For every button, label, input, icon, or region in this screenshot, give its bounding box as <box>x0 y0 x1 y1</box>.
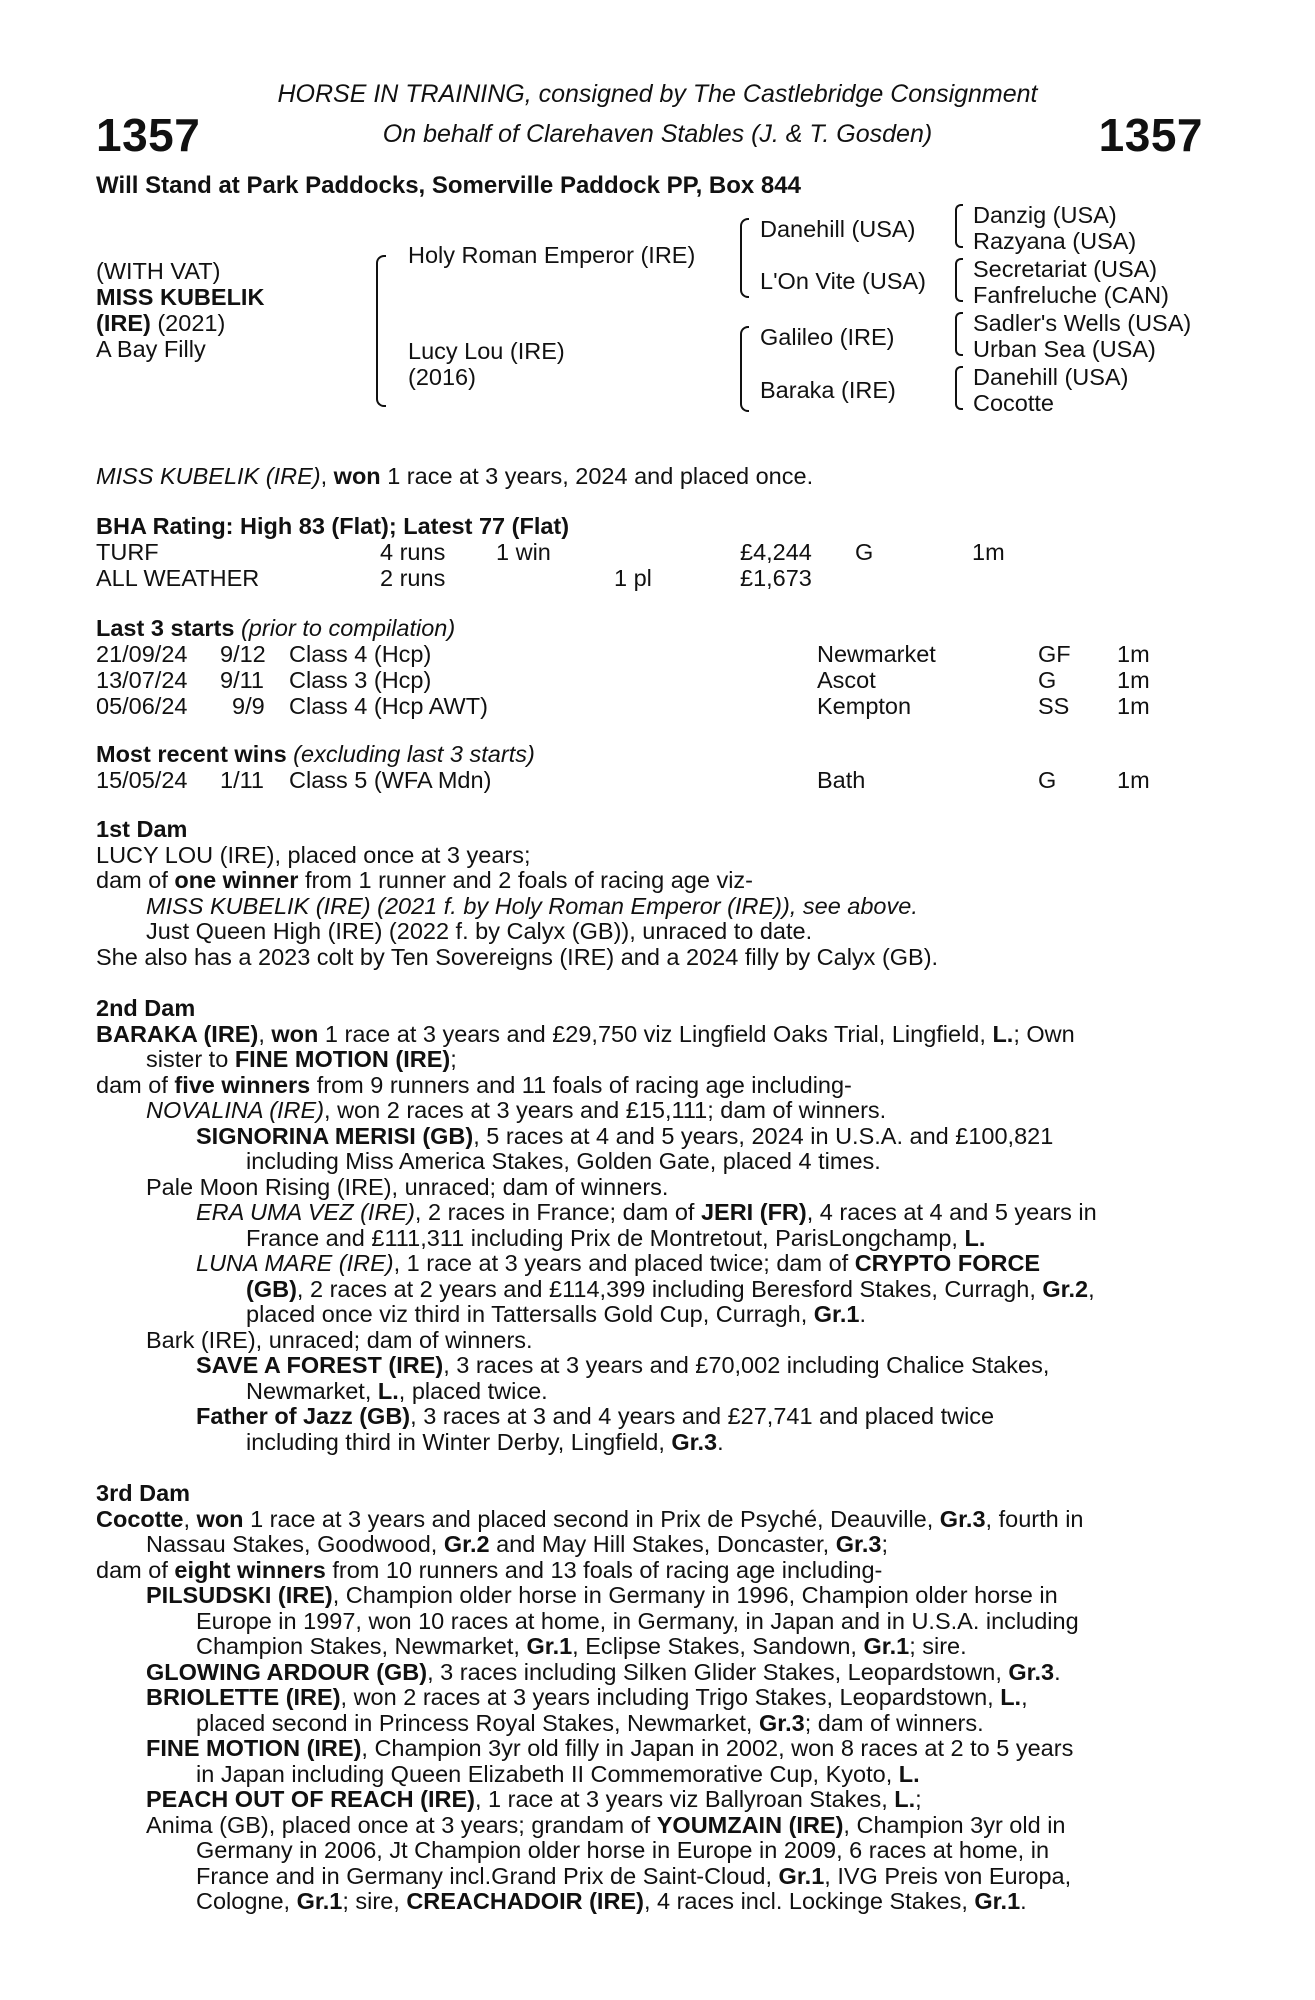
third-dam-line <box>96 1634 1202 1660</box>
t: SIGNORINA MERISI (GB) <box>196 1122 474 1149</box>
start-going: GF <box>1038 641 1071 667</box>
t: including third in Winter Derby, Lingfield, <box>246 1428 672 1455</box>
third-dam-line <box>96 1762 1202 1788</box>
t: sister to <box>146 1046 235 1072</box>
t: , 3 races at 3 years and £70,002 including Chalice Stakes, <box>443 1352 1050 1378</box>
second-dam-section <box>96 996 1202 1455</box>
t: BARAKA (IRE) <box>96 1020 259 1047</box>
t: from 1 runner and 2 foals of racing age viz- <box>298 867 753 893</box>
third-dam-line <box>96 1889 1202 1915</box>
start-date: 13/07/24 <box>96 667 188 693</box>
t: , 1 race at 3 years and placed twice; dam of <box>393 1250 855 1276</box>
ss-dam: Razyana (USA) <box>973 228 1137 254</box>
t: Gr.2 <box>1042 1275 1089 1302</box>
rating-surface: ALL WEATHER <box>96 565 260 591</box>
t: L. <box>1000 1684 1022 1710</box>
start-class: Class 4 (Hcp) <box>289 641 432 667</box>
dam-brace <box>740 326 749 412</box>
third-dam-line <box>96 1558 1202 1584</box>
horse-name-country-year <box>96 310 225 336</box>
ds-brace <box>955 312 963 356</box>
win-going: G <box>1038 767 1057 793</box>
horse-name: MISS KUBELIK <box>96 284 265 310</box>
lot-number-left: 1357 <box>96 109 201 161</box>
t: , fourth in <box>985 1505 1084 1532</box>
t: , 2 races at 2 years and £114,399 including Beresford Stakes, Curragh, <box>296 1275 1043 1302</box>
t: France and £111,311 including Prix de Montretout, ParisLongchamp, <box>246 1224 965 1251</box>
second-dam-line: including Miss America Stakes, Golden Gate, placed 4 times. <box>246 1148 881 1174</box>
start-date: 21/09/24 <box>96 641 188 667</box>
horse-country: (IRE) <box>96 310 151 336</box>
t: Gr.2 <box>443 1531 490 1557</box>
t: CREACHADOIR (IRE) <box>406 1888 644 1914</box>
t: Gr.1 <box>813 1301 860 1327</box>
start-date: 05/06/24 <box>96 693 188 719</box>
t: won <box>271 1020 319 1047</box>
t: Gr.1 <box>778 1862 825 1889</box>
second-dam-line <box>96 1430 1202 1456</box>
t: , Champion 3yr old filly in Japan in 2002, won 8 races at 2 to 5 years <box>361 1735 1074 1761</box>
win-position: 1/11 <box>220 767 264 793</box>
third-dam-section <box>96 1481 1202 1915</box>
first-dam-line <box>96 868 1202 894</box>
last3-title-text: Last 3 starts <box>96 615 235 641</box>
second-dam-line <box>96 1353 1202 1379</box>
t: YOUMZAIN (IRE) <box>656 1811 844 1838</box>
t: ; sire, <box>342 1888 407 1914</box>
t: ERA UMA VEZ (IRE) <box>196 1199 415 1225</box>
t: , <box>258 1020 272 1047</box>
ss-brace <box>955 204 963 248</box>
recent-title-text: Most recent wins <box>96 741 287 767</box>
ds-dam: Urban Sea (USA) <box>973 336 1156 362</box>
t: Gr.3 <box>835 1531 882 1557</box>
sd-brace <box>955 258 963 302</box>
t: FINE MOTION (IRE) <box>234 1046 451 1072</box>
vat-note: (WITH VAT) <box>96 258 221 284</box>
first-dam-title: 1st Dam <box>96 816 188 842</box>
t: and May Hill Stakes, Doncaster, <box>489 1531 836 1557</box>
t: placed once viz third in Tattersalls Gold Cup, Curragh, <box>246 1301 814 1327</box>
t: Gr.3 <box>1008 1658 1055 1685</box>
t: Anima (GB), placed once at 3 years; grandam of <box>146 1811 657 1838</box>
sd-sire: Secretariat (USA) <box>973 256 1158 282</box>
start-going: SS <box>1038 693 1070 719</box>
stand-location: Will Stand at Park Paddocks, Somerville Paddock PP, Box 844 <box>96 172 801 199</box>
t: , 3 races at 3 and 4 years and £27,741 and placed twice <box>410 1403 995 1429</box>
second-dam-line <box>96 1251 1202 1277</box>
t: PILSUDSKI (IRE) <box>146 1582 333 1608</box>
t: , Champion older horse in Germany in 1996, Champion older horse in <box>332 1582 1058 1608</box>
pedigree-brace-main <box>376 255 386 407</box>
start-going: G <box>1038 667 1057 693</box>
t: , 5 races at 4 and 5 years, 2024 in U.S.A. and £100,821 <box>473 1122 1054 1149</box>
t: one winner <box>174 867 299 893</box>
dam-dam: Baraka (IRE) <box>760 377 896 403</box>
ss-sire: Danzig (USA) <box>973 202 1117 228</box>
t: FINE MOTION (IRE) <box>146 1735 362 1761</box>
sd-dam: Fanfreluche (CAN) <box>973 282 1169 308</box>
t: five winners <box>174 1071 311 1098</box>
second-dam-line <box>96 1047 1202 1073</box>
t: , placed twice. <box>398 1377 548 1404</box>
t: NOVALINA (IRE) <box>146 1097 325 1123</box>
t: dam of <box>96 1556 175 1583</box>
dd-sire: Danehill (USA) <box>973 364 1129 390</box>
rating-title: BHA Rating: High 83 (Flat); Latest 77 (Flat) <box>96 513 570 539</box>
second-dam-title: 2nd Dam <box>96 995 196 1021</box>
t: , <box>1088 1275 1095 1302</box>
win-distance: 1m <box>1117 767 1150 793</box>
t: ; <box>450 1046 457 1072</box>
t: ; <box>881 1531 888 1557</box>
dam-sire: Galileo (IRE) <box>760 324 895 350</box>
t: dam of <box>96 867 175 893</box>
second-dam-line <box>96 1200 1202 1226</box>
ds-sire: Sadler's Wells (USA) <box>973 310 1192 336</box>
t: . <box>1054 1658 1061 1685</box>
t: 1 race at 3 years and placed second in Prix de Psyché, Deauville, <box>243 1505 940 1532</box>
t: Gr.3 <box>671 1428 718 1455</box>
rating-money: £1,673 <box>740 565 812 591</box>
start-course: Kempton <box>817 693 912 719</box>
t: L. <box>377 1377 399 1404</box>
last3-title <box>96 615 455 641</box>
second-dam-line <box>96 1022 1202 1048</box>
third-dam-line <box>96 1685 1202 1711</box>
second-dam-line <box>96 1226 1202 1252</box>
t: , 2 races in France; dam of <box>414 1199 701 1225</box>
third-dam-line <box>96 1583 1202 1609</box>
t: Cocotte <box>96 1505 184 1532</box>
t: LUNA MARE (IRE) <box>196 1250 394 1276</box>
second-dam-line <box>96 1302 1202 1328</box>
third-dam-line: Germany in 2006, Jt Champion older horse in Europe in 2009, 6 races at home, in <box>196 1837 1050 1863</box>
start-position: 9/11 <box>220 667 264 693</box>
t: from 9 runners and 11 foals of racing age including- <box>310 1071 852 1098</box>
third-dam-line <box>96 1660 1202 1686</box>
rating-placed: 1 pl <box>614 565 652 591</box>
third-dam-line <box>96 1787 1202 1813</box>
t: GLOWING ARDOUR (GB) <box>146 1658 428 1685</box>
t: in Japan including Queen Elizabeth II Commemorative Cup, Kyoto, <box>196 1760 899 1787</box>
t: eight winners <box>174 1556 326 1583</box>
dam-year: (2016) <box>408 364 476 390</box>
t: won <box>196 1505 244 1532</box>
second-dam-line <box>96 1124 1202 1150</box>
third-dam-line <box>96 1736 1202 1762</box>
t: L. <box>992 1020 1014 1047</box>
t: ; sire. <box>909 1633 967 1659</box>
t: ; Own <box>1013 1020 1075 1047</box>
t: , 1 race at 3 years viz Ballyroan Stakes, <box>475 1786 895 1812</box>
rating-distance: 1m <box>972 539 1005 565</box>
win-date: 15/05/24 <box>96 767 188 793</box>
dam-name: Lucy Lou (IRE) <box>408 338 565 364</box>
t: ; <box>915 1786 922 1812</box>
t: L. <box>894 1786 916 1812</box>
second-dam-line <box>96 1098 1202 1124</box>
race-summary: MISS KUBELIK (IRE), won 1 race at 3 years, 2024 and placed once. <box>96 463 814 489</box>
t: L. <box>964 1224 986 1251</box>
t: Gr.1 <box>863 1633 910 1659</box>
t: Champion Stakes, Newmarket, <box>196 1633 527 1659</box>
second-dam-line <box>96 1379 1202 1405</box>
t: , won 2 races at 3 years including Trigo Stakes, Leopardstown, <box>340 1684 1001 1710</box>
t: , Champion 3yr old in <box>843 1811 1066 1838</box>
t: , won 2 races at 3 years and £15,111; dam of winners. <box>324 1097 887 1123</box>
t: Gr.3 <box>939 1505 986 1532</box>
rating-runs: 4 runs <box>380 539 446 565</box>
t: Father of Jazz (GB) <box>196 1403 411 1429</box>
t: , 4 races at 4 and 5 years in <box>806 1199 1097 1225</box>
second-dam-line: Bark (IRE), unraced; dam of winners. <box>146 1326 533 1353</box>
t: , Eclipse Stakes, Sandown, <box>572 1633 864 1659</box>
horse-year: (2021) <box>150 310 226 336</box>
t: , IVG Preis von Europa, <box>824 1862 1072 1889</box>
t: Cologne, <box>196 1888 297 1914</box>
start-class: Class 4 (Hcp AWT) <box>289 693 488 719</box>
t: PEACH OUT OF REACH (IRE) <box>146 1786 475 1812</box>
first-dam-line: LUCY LOU (IRE), placed once at 3 years; <box>96 841 531 868</box>
rating-going: G <box>855 539 874 565</box>
t: (GB) <box>246 1275 297 1302</box>
win-class: Class 5 (WFA Mdn) <box>289 767 492 793</box>
third-dam-line <box>96 1711 1202 1737</box>
t: , <box>1021 1684 1028 1710</box>
t: dam of <box>96 1071 175 1098</box>
t: , <box>183 1505 197 1532</box>
dd-dam: Cocotte <box>973 390 1054 416</box>
first-dam-foal: Just Queen High (IRE) (2022 f. by Calyx (GB)), unraced to date. <box>146 918 813 944</box>
sire-name: Holy Roman Emperor (IRE) <box>408 242 696 268</box>
rating-wins: 1 win <box>496 539 551 565</box>
third-dam-line <box>96 1507 1202 1533</box>
win-course: Bath <box>817 767 866 793</box>
start-distance: 1m <box>1117 667 1150 693</box>
start-course: Ascot <box>817 667 876 693</box>
horse-description: A Bay Filly <box>96 336 206 362</box>
third-dam-line <box>96 1813 1202 1839</box>
first-dam-line: She also has a 2023 colt by Ten Sovereigns (IRE) and a 2024 filly by Calyx (GB). <box>96 943 939 970</box>
t: Nassau Stakes, Goodwood, <box>146 1531 444 1557</box>
t: . <box>1020 1888 1027 1914</box>
t: , 3 races including Silken Glider Stakes, Leopardstown, <box>427 1658 1009 1685</box>
start-course: Newmarket <box>817 641 936 667</box>
summary-won: won <box>333 463 381 489</box>
t: ; dam of winners. <box>804 1709 984 1736</box>
third-dam-title: 3rd Dam <box>96 1480 191 1506</box>
rating-runs: 2 runs <box>380 565 446 591</box>
consignment-line: HORSE IN TRAINING, consigned by The Castlebridge Consignment <box>277 80 1038 108</box>
t: 1 race at 3 years and £29,750 viz Lingfield Oaks Trial, Lingfield, <box>318 1020 993 1047</box>
summary-rest: 1 race at 3 years, 2024 and placed once. <box>380 463 814 489</box>
start-distance: 1m <box>1117 641 1150 667</box>
first-dam-section <box>96 817 1202 970</box>
second-dam-line <box>96 1404 1202 1430</box>
t: CRYPTO FORCE <box>854 1250 1041 1276</box>
behalf-line: On behalf of Clarehaven Stables (J. & T. Gosden) <box>382 120 933 148</box>
third-dam-line: Europe in 1997, won 10 races at home, in Germany, in Japan and in U.S.A. including <box>196 1607 1079 1634</box>
t: Gr.1 <box>526 1633 573 1659</box>
t: L. <box>898 1760 920 1787</box>
sire-dam: L'On Vite (USA) <box>760 268 927 294</box>
t: from 10 runners and 13 foals of racing age including- <box>325 1556 883 1583</box>
last3-subtitle: (prior to compilation) <box>234 615 456 641</box>
t: Newmarket, <box>246 1377 378 1404</box>
t: . <box>717 1428 724 1455</box>
t: JERI (FR) <box>700 1199 807 1225</box>
third-dam-line <box>96 1532 1202 1558</box>
start-position: 9/9 <box>232 693 265 719</box>
first-dam-foal: MISS KUBELIK (IRE) (2021 f. by Holy Roman Emperor (IRE)), see above. <box>146 892 918 919</box>
second-dam-line <box>96 1073 1202 1099</box>
third-dam-line <box>96 1864 1202 1890</box>
t: placed second in Princess Royal Stakes, Newmarket, <box>196 1709 759 1736</box>
t: , 4 races incl. Lockinge Stakes, <box>643 1888 975 1914</box>
start-class: Class 3 (Hcp) <box>289 667 432 693</box>
start-position: 9/12 <box>220 641 266 667</box>
sire-sire: Danehill (USA) <box>760 216 916 242</box>
summary-name: MISS KUBELIK (IRE) <box>96 463 321 489</box>
t: SAVE A FOREST (IRE) <box>196 1352 444 1378</box>
rating-surface: TURF <box>96 539 159 565</box>
second-dam-line: Pale Moon Rising (IRE), unraced; dam of winners. <box>146 1173 669 1200</box>
t: BRIOLETTE (IRE) <box>146 1684 341 1710</box>
t: Gr.1 <box>296 1888 343 1914</box>
rating-money: £4,244 <box>740 539 812 565</box>
recent-wins-title <box>96 741 535 767</box>
lot-number-right: 1357 <box>1098 109 1203 161</box>
t: France and in Germany incl.Grand Prix de Saint-Cloud, <box>196 1862 779 1889</box>
t: . <box>859 1301 867 1327</box>
t: Gr.1 <box>974 1888 1021 1914</box>
t: Gr.3 <box>758 1709 805 1736</box>
sire-brace <box>740 218 749 298</box>
dd-brace <box>955 366 963 410</box>
recent-subtitle: (excluding last 3 starts) <box>286 741 535 767</box>
start-distance: 1m <box>1117 693 1150 719</box>
second-dam-line <box>96 1277 1202 1303</box>
